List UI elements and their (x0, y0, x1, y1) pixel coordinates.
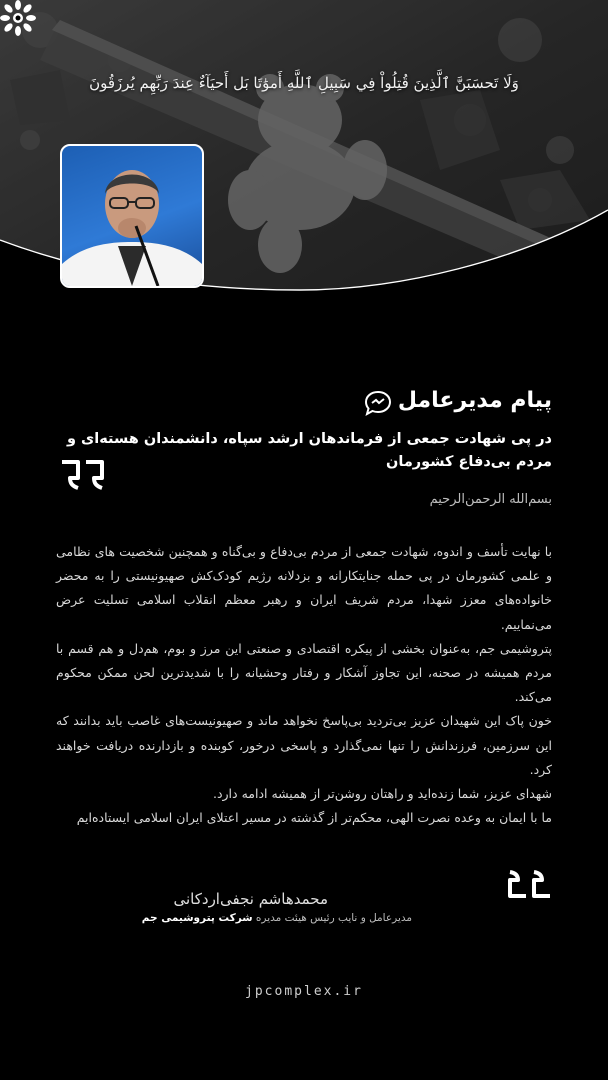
message-subtitle: در پی شهادت جمعی از فرماندهان ارشد سپاه، دانشمندان هسته‌ای و مردم بی‌دفاع کشورمان (66, 431, 552, 470)
quran-verse: وَلَا تَحسَبَنَّ ٱلَّذِينَ قُتِلُواْ فِي سَبِيلِ ٱللَّهِ أَموَٰتَا بَل أَحيَآءٌ عِندَ رَبِّهِم يُرزَقُونَ (89, 74, 519, 92)
message-paragraph: خون پاک این شهیدان عزیز بی‌تردید بی‌پاسخ نخواهد ماند و صهیونیست‌های غاصب باید بدانند که این سرزمین، فرزندانش را تنها نمی‌گذارد و پاسخی درخور، کوبنده و بازدارنده دریافت خواهند کرد. (56, 713, 552, 777)
hero-banner (0, 0, 608, 340)
message-paragraph: ما با ایمان به وعده نصرت الهی، محکم‌تر از گذشته در مسیر اعتلای ایران اسلامی ایستاده‌ایم (76, 810, 552, 826)
ceo-portrait (60, 144, 204, 288)
flower-emblem-icon (0, 0, 36, 36)
chat-bubble-icon (364, 390, 392, 416)
message-body (56, 540, 552, 830)
bismillah-text: بسم‌الله الرحمن‌الرحیم (429, 492, 552, 507)
website-link[interactable]: jpcomplex.ir (245, 984, 363, 999)
message-paragraph: پتروشیمی جم، به‌عنوان بخشی از پیکره اقتصادی و صنعتی این مرز و بوم، هم‌دل و هم قسم با مردم همیشه در صحنه، این تجاوز آشکار و رفتار وحشیانه را با شدیدترین لحن ممکن محکوم می‌کند. (56, 640, 552, 705)
quote-open-icon (58, 458, 108, 492)
portrait-illustration (62, 146, 202, 286)
signer-name: محمدهاشم نجفی‌اردکانی (173, 890, 328, 908)
quote-close-icon (504, 870, 554, 900)
signer-title: مدیرعامل و نایب رئیس هیئت مدیره (255, 912, 412, 924)
company-name: شرکت پتروشیمی جم (141, 912, 253, 924)
message-heading: پیام مدیرعامل (397, 388, 552, 413)
message-paragraph: شهدای عزیز، شما زنده‌اید و راهتان روشن‌تر از همیشه ادامه دارد. (212, 786, 552, 802)
signer-role (142, 912, 412, 924)
message-paragraph: با نهایت تأسف و اندوه، شهادت جمعی از مردم بی‌دفاع و بی‌گناه و همچنین شخصیت های نظامی و علمی کشورمان در پی حمله جنایتکارانه و بزدلانه رژیم کودک‌کش صهیونیستی را به محضر خانواده‌های معزز شهدا، مردم شریف ایران و رهبر معظم انقلاب اسلامی تسلیت عرض می‌نماییم. (56, 544, 552, 632)
